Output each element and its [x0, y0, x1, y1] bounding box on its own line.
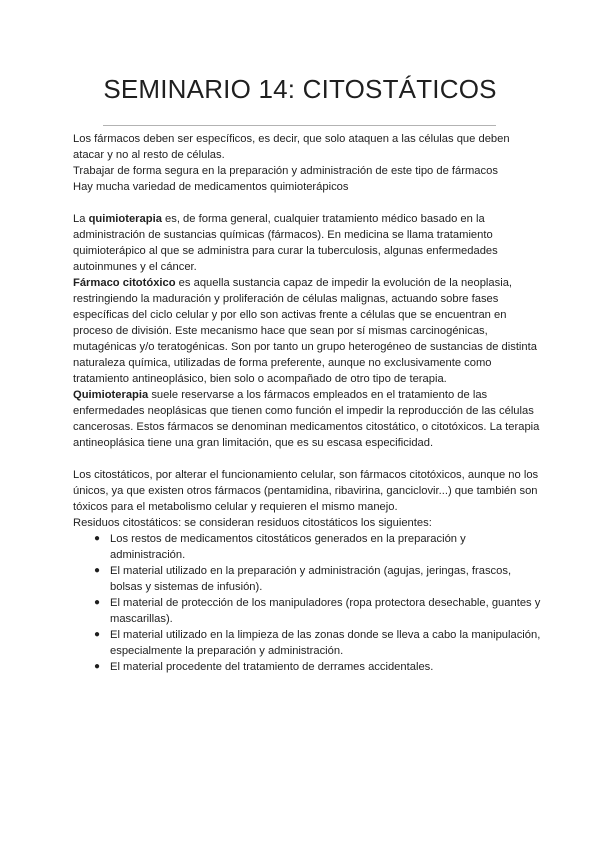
bullet-icon: ● [94, 533, 101, 544]
citotoxico-definition [73, 275, 543, 387]
term-quimioterapia: quimioterapia [88, 213, 162, 225]
term-farmaco-citotoxico: Fármaco citotóxico [73, 277, 176, 289]
bullet-icon: ● [94, 661, 101, 672]
bullet-icon: ● [94, 565, 101, 576]
list-item [94, 659, 543, 675]
quimioterapia-uso [73, 387, 543, 451]
list-item-text: El material utilizado en la limpieza de las zonas donde se lleva a cabo la manipulación, especialmente la preparación y administración. [110, 629, 541, 657]
definition-prefix: La [73, 213, 89, 225]
list-item [94, 627, 543, 659]
list-item-text: El material procedente del tratamiento de derrames accidentales. [110, 661, 434, 673]
term-quimioterapia-uso: Quimioterapia [73, 389, 149, 401]
title-divider [103, 125, 496, 126]
list-item-text: El material de protección de los manipuladores (ropa protectora desechable, guantes y mascarillas). [110, 597, 541, 625]
list-item-text: Los restos de medicamentos citostáticos generados en la preparación y administración. [110, 533, 466, 561]
citostaticos-paragraph: Los citostáticos, por alterar el funcionamiento celular, son fármacos citotóxicos, aunque no los únicos, ya que existen otros fármacos (pentamidina, ribavirina, ganciclovir...) que también son tóxicos para el metabolismo celular y requieren el mismo manejo. [73, 469, 539, 513]
list-item [94, 595, 543, 627]
bullet-icon: ● [94, 629, 101, 640]
definition-text: es, de forma general, cualquier tratamiento médico basado en la administración de sustancias químicas (fármacos). En medicina se llama tratamiento quimioterápico al que se administra para curar la tuberculosis, algunas enfermedades autoinmunes y el cáncer. [73, 213, 498, 273]
intro-line: Los fármacos deben ser específicos, es decir, que solo ataquen a las células que deben atacar y no al resto de células. [73, 133, 510, 161]
intro-line: Trabajar de forma segura en la preparación y administración de este tipo de fármacos [73, 165, 498, 177]
list-item [94, 563, 543, 595]
bullet-icon: ● [94, 597, 101, 608]
intro-line: Hay mucha variedad de medicamentos quimioterápicos [73, 181, 349, 193]
document-body [73, 131, 543, 675]
residuos-list [73, 531, 543, 675]
definition-text: suele reservarse a los fármacos empleados en el tratamiento de las enfermedades neoplásicas que tienen como función el impedir la reproducción de las células cancerosas. Estos fármacos se denominan medicamentos citostático, o citotóxicos. La terapia antineoplásica tiene una gran limitación, que es su escasa especificidad. [73, 389, 540, 449]
definition-text: es aquella sustancia capaz de impedir la evolución de la neoplasia, restringiendo la maduración y proliferación de células malignas, actuando sobre fases específicas del ciclo celular y por ello son activas frente a células que se encuentran en proceso de división. Este mecanismo hace que sean por sí mismas carcinogénicas, mutagénicas y/o teratogénicas. Son por tanto un grupo heterogéneo de sustancias de distinta naturaleza química, utilizadas de forma preferente, aunque no exclusivamente como tratamiento antineoplásico, bien solo o acompañado de otro tipo de terapia. [73, 277, 537, 385]
page-title: SEMINARIO 14: CITOSTÁTICOS [103, 74, 497, 104]
list-item-text: El material utilizado en la preparación y administración (agujas, jeringas, frascos, bolsas y sistemas de infusión). [110, 565, 512, 593]
quimioterapia-definition [73, 211, 543, 275]
residuos-intro: Residuos citostáticos: se consideran residuos citostáticos los siguientes: [73, 517, 432, 529]
paragraph-gap [73, 451, 543, 467]
list-item [94, 531, 543, 563]
paragraph-gap [73, 195, 543, 211]
